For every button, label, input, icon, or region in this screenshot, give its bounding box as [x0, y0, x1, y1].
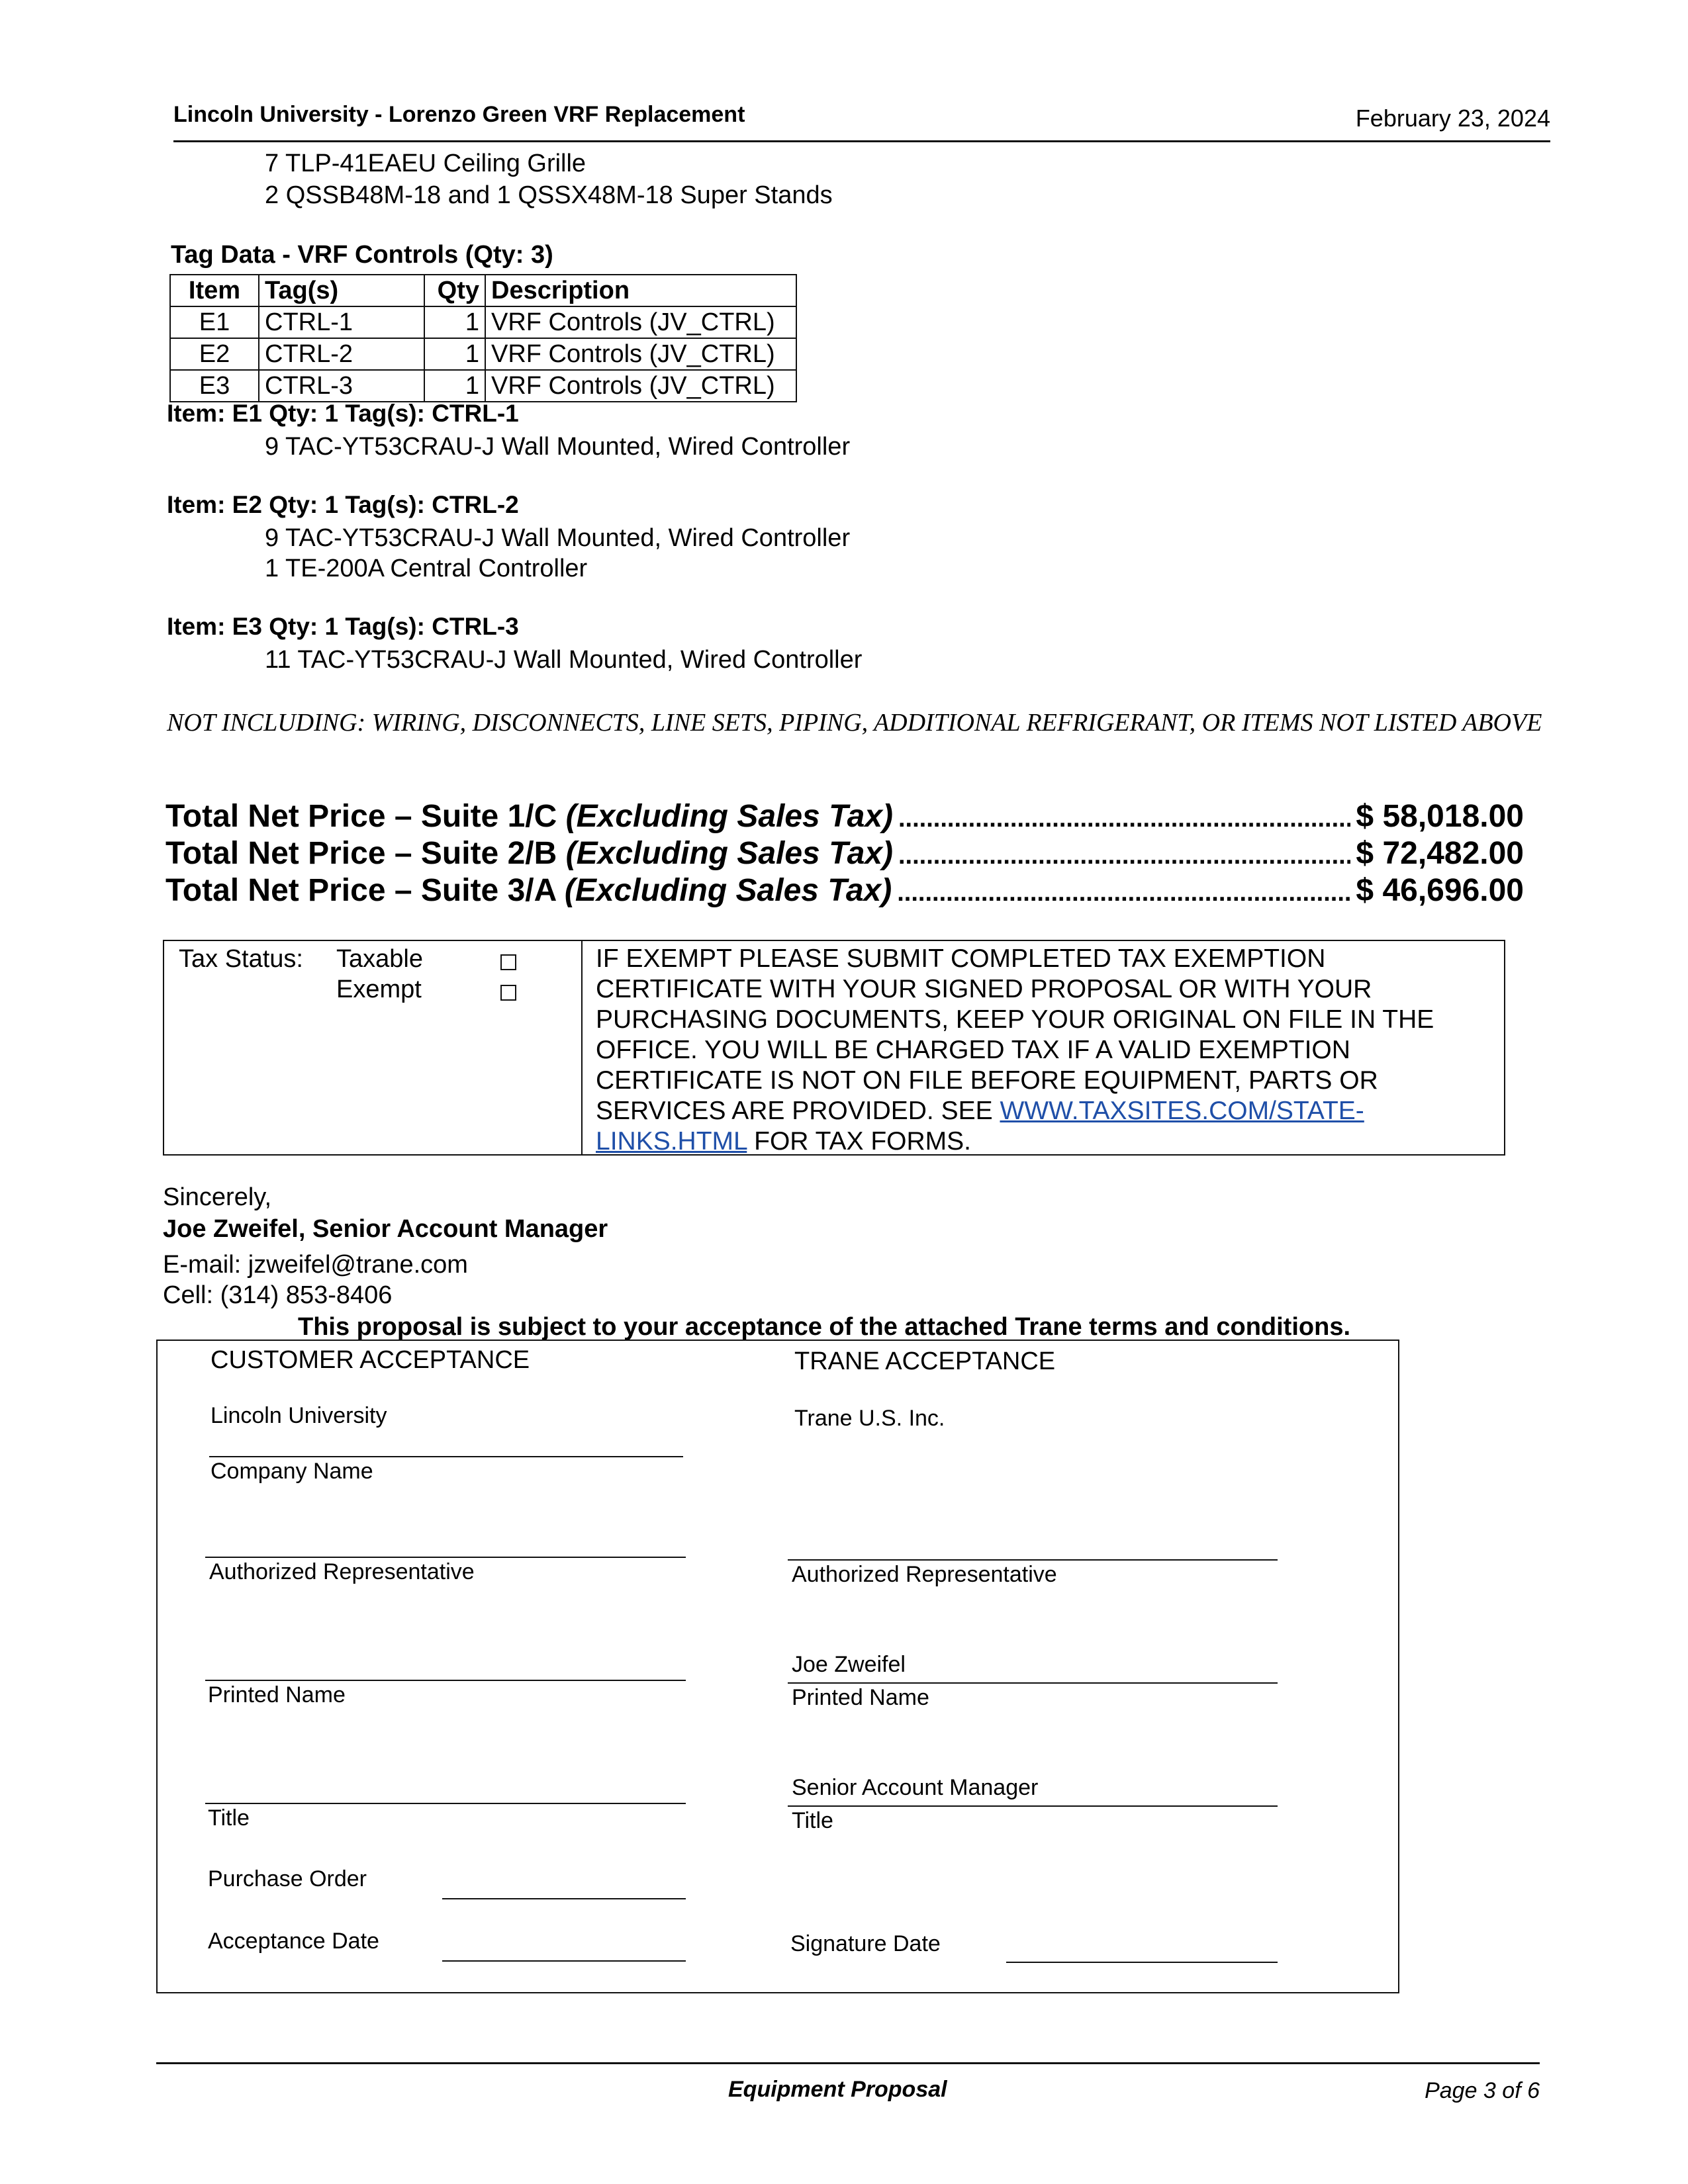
trane-authorized-rep-line[interactable]	[788, 1559, 1278, 1561]
sender-cell: Cell: (314) 853-8406	[163, 1281, 393, 1309]
table-cell: VRF Controls (JV_CTRL)	[485, 370, 796, 402]
total-qualifier: (Excluding Sales Tax)	[564, 873, 892, 908]
leader-dots	[898, 835, 1350, 872]
closing: Sincerely,	[163, 1183, 272, 1211]
trane-printed-name-label: Printed Name	[792, 1685, 929, 1710]
list-item: 11 TAC-YT53CRAU-J Wall Mounted, Wired Controller	[265, 646, 863, 674]
footer-doc-name: Equipment Proposal	[728, 2077, 947, 2102]
trane-printed-name-line[interactable]	[788, 1682, 1278, 1684]
exempt-label: Exempt	[336, 976, 422, 1003]
exempt-checkbox[interactable]	[500, 985, 516, 1001]
customer-authorized-rep-line[interactable]	[205, 1557, 686, 1558]
footer-rule	[156, 2062, 1540, 2064]
proposal-terms-note: This proposal is subject to your acceptance of the attached Trane terms and conditions.	[298, 1313, 1351, 1341]
customer-title-line[interactable]	[205, 1803, 686, 1804]
table-cell: 1	[424, 338, 485, 370]
total-row-suite-2b	[165, 835, 1524, 871]
list-item: 1 TE-200A Central Controller	[265, 555, 588, 582]
customer-company-value: Lincoln University	[211, 1403, 387, 1428]
list-item: 2 QSSB48M-18 and 1 QSSX48M-18 Super Stands	[265, 181, 833, 209]
table-row	[170, 306, 796, 338]
exclusions-note: NOT INCLUDING: WIRING, DISCONNECTS, LINE SETS, PIPING, ADDITIONAL REFRIGERANT, OR ITEMS NOT LISTED ABOVE	[167, 709, 1542, 737]
table-cell: CTRL-3	[259, 370, 424, 402]
tax-notice-end: FOR TAX FORMS.	[747, 1127, 972, 1156]
trane-printed-name-value: Joe Zweifel	[792, 1652, 906, 1677]
trane-company-value: Trane U.S. Inc.	[794, 1406, 945, 1431]
item-heading: Item: E3 Qty: 1 Tag(s): CTRL-3	[167, 613, 519, 640]
taxable-checkbox[interactable]	[500, 954, 516, 970]
footer-page-number: Page 3 of 6	[1425, 2078, 1540, 2103]
item-heading: Item: E1 Qty: 1 Tag(s): CTRL-1	[167, 400, 519, 427]
column-header: Description	[485, 275, 796, 306]
column-header: Item	[170, 275, 259, 306]
customer-acceptance-heading: CUSTOMER ACCEPTANCE	[211, 1346, 530, 1374]
table-cell: CTRL-1	[259, 306, 424, 338]
table-cell: E2	[170, 338, 259, 370]
column-header: Qty	[424, 275, 485, 306]
tag-data-title: Tag Data - VRF Controls (Qty: 3)	[171, 241, 553, 269]
list-item: 9 TAC-YT53CRAU-J Wall Mounted, Wired Controller	[265, 524, 851, 552]
tax-status-box	[163, 940, 1505, 1156]
trane-title-value: Senior Account Manager	[792, 1775, 1039, 1800]
column-header: Tag(s)	[259, 275, 424, 306]
table-header-row	[170, 275, 796, 306]
leader-dots	[898, 798, 1350, 835]
company-name-label: Company Name	[211, 1459, 373, 1484]
taxable-label: Taxable	[336, 945, 423, 973]
customer-authorized-rep-label: Authorized Representative	[209, 1559, 475, 1584]
header-date: February 23, 2024	[1355, 105, 1550, 132]
tax-exemption-notice	[596, 944, 1496, 1157]
acceptance-box	[156, 1340, 1399, 1993]
purchase-order-line[interactable]	[442, 1898, 686, 1899]
leader-dots	[897, 872, 1350, 909]
trane-acceptance-heading: TRANE ACCEPTANCE	[794, 1347, 1056, 1375]
table-cell: E3	[170, 370, 259, 402]
total-row-suite-3a	[165, 872, 1524, 908]
trane-title-label: Title	[792, 1808, 833, 1833]
acceptance-date-line[interactable]	[442, 1960, 686, 1962]
total-price: $ 58,018.00	[1356, 799, 1524, 834]
total-price: $ 46,696.00	[1356, 873, 1524, 908]
total-price: $ 72,482.00	[1356, 836, 1524, 871]
signature-date-label: Signature Date	[790, 1931, 941, 1956]
tax-status-label: Tax Status:	[179, 945, 303, 973]
item-heading: Item: E2 Qty: 1 Tag(s): CTRL-2	[167, 491, 519, 518]
table-cell: 1	[424, 306, 485, 338]
purchase-order-label: Purchase Order	[208, 1866, 367, 1891]
signature-date-line[interactable]	[1006, 1962, 1278, 1963]
total-row-suite-1c	[165, 798, 1524, 834]
customer-printed-name-line[interactable]	[205, 1680, 686, 1681]
table-cell: E1	[170, 306, 259, 338]
list-item: 7 TLP-41EAEU Ceiling Grille	[265, 150, 586, 177]
table-row	[170, 338, 796, 370]
total-label: Total Net Price – Suite 2/B	[165, 836, 566, 871]
company-name-line[interactable]	[209, 1456, 683, 1457]
customer-printed-name-label: Printed Name	[208, 1682, 346, 1707]
total-label: Total Net Price – Suite 3/A	[165, 873, 565, 908]
total-qualifier: (Excluding Sales Tax)	[565, 799, 893, 834]
tax-forms-link[interactable]: WWW.TAXSITES.COM/STATE-LINKS.HTML	[596, 1097, 1364, 1156]
sender-name-title: Joe Zweifel, Senior Account Manager	[163, 1215, 608, 1243]
acceptance-date-label: Acceptance Date	[208, 1929, 379, 1954]
customer-title-label: Title	[208, 1805, 250, 1831]
header-title: Lincoln University - Lorenzo Green VRF Replacement	[173, 102, 745, 127]
trane-authorized-rep-label: Authorized Representative	[792, 1562, 1057, 1587]
tax-box-divider	[581, 941, 583, 1154]
list-item: 9 TAC-YT53CRAU-J Wall Mounted, Wired Controller	[265, 433, 851, 461]
total-qualifier: (Excluding Sales Tax)	[565, 836, 893, 871]
table-cell: CTRL-2	[259, 338, 424, 370]
table-cell: 1	[424, 370, 485, 402]
table-cell: VRF Controls (JV_CTRL)	[485, 338, 796, 370]
header-rule	[173, 140, 1550, 142]
table-row	[170, 370, 796, 402]
tag-data-table	[169, 274, 797, 402]
tax-notice-text: IF EXEMPT PLEASE SUBMIT COMPLETED TAX EXEMPTION CERTIFICATE WITH YOUR SIGNED PROPOSAL OR WITH YOUR PURCHASING DOCUMENTS, KEEP YOUR ORIGINAL ON FILE IN THE OFFICE. YOU WILL BE CHARGED TAX IF A VALID EXEMPTION CERTIFICATE IS NOT ON FILE BEFORE EQUIPMENT, PARTS OR SERVICES ARE PROVIDED. SEE	[596, 944, 1434, 1125]
table-cell: VRF Controls (JV_CTRL)	[485, 306, 796, 338]
sender-email: E-mail: jzweifel@trane.com	[163, 1251, 468, 1279]
total-label: Total Net Price – Suite 1/C	[165, 799, 566, 834]
trane-title-line[interactable]	[788, 1805, 1278, 1807]
